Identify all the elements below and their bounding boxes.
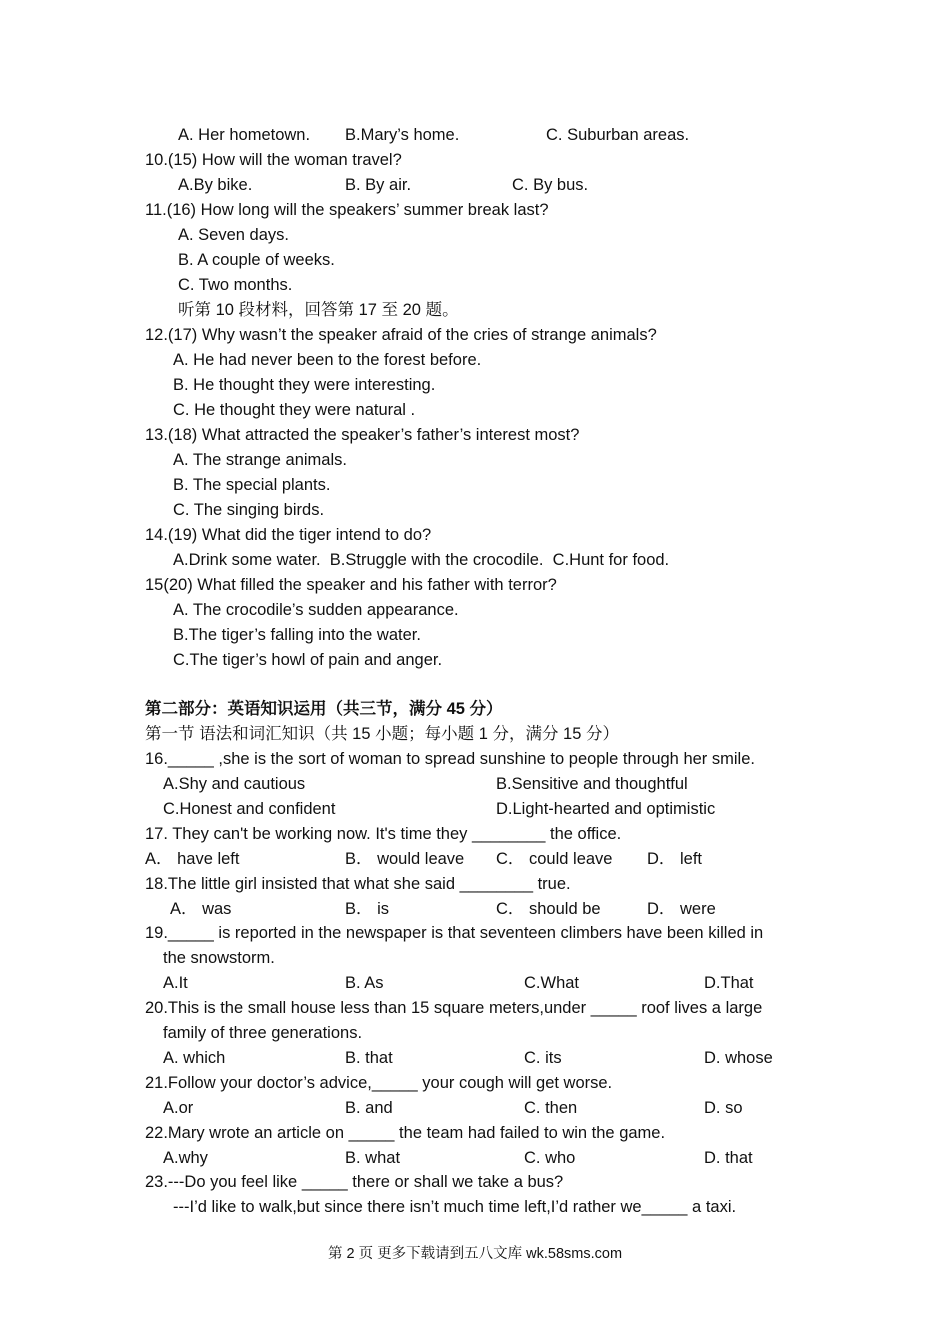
question-18: 18.The little girl insisted that what she said ________ true. — [145, 875, 571, 893]
q9-option-c: C. Suburban areas. — [546, 126, 690, 144]
q17-option-d: D． left — [647, 850, 703, 868]
q12-option-a: A. He had never been to the forest before. — [173, 351, 482, 369]
q9-option-a: A. Her hometown. — [178, 126, 311, 144]
q18-option-b: B． is — [345, 900, 390, 918]
question-20-continued: family of three generations. — [163, 1024, 363, 1042]
q11-option-b: B. A couple of weeks. — [178, 251, 335, 269]
q11-option-c: C. Two months. — [178, 276, 293, 294]
q18-option-d: D． were — [647, 900, 716, 918]
q12-option-c: C. He thought they were natural . — [173, 401, 416, 419]
q17-option-a: A． have left — [145, 850, 240, 868]
question-19: 19._____ is reported in the newspaper is that seventeen climbers have been killed in — [145, 924, 764, 942]
q12-option-b: B. He thought they were interesting. — [173, 376, 436, 394]
q22-option-b: B. what — [345, 1149, 401, 1167]
q11-option-a: A. Seven days. — [178, 226, 289, 244]
q16-option-c: C.Honest and confident — [163, 800, 336, 818]
q10-option-b: B. By air. — [345, 176, 412, 194]
q10-option-a: A.By bike. — [178, 176, 253, 194]
question-19-continued: the snowstorm. — [163, 949, 275, 967]
q16-option-d: D.Light-hearted and optimistic — [496, 800, 716, 818]
q9-option-b: B.Mary’s home. — [345, 126, 460, 144]
part2-subheading: 第一节 语法和词汇知识（共 15 小题；每小题 1 分，满分 15 分） — [145, 725, 619, 743]
question-14: 14.(19) What did the tiger intend to do? — [145, 526, 432, 544]
q22-option-d: D. that — [704, 1149, 753, 1167]
q13-option-a: A. The strange animals. — [173, 451, 347, 469]
q22-option-a: A.why — [163, 1149, 208, 1167]
q20-option-c: C. its — [524, 1049, 562, 1067]
page-footer: 第 2 页 更多下载请到五八文库 wk.58sms.com — [327, 1246, 623, 1262]
q20-option-a: A. which — [163, 1049, 226, 1067]
question-13: 13.(18) What attracted the speaker’s father’s interest most? — [145, 426, 580, 444]
q15-option-a: A. The crocodile’s sudden appearance. — [173, 601, 459, 619]
q16-option-b: B.Sensitive and thoughtful — [496, 775, 688, 793]
question-20: 20.This is the small house less than 15 square meters,under _____ roof lives a large — [145, 999, 763, 1017]
q18-option-a: A． was — [170, 900, 232, 918]
q21-option-a: A.or — [163, 1099, 194, 1117]
q19-option-c: C.What — [524, 974, 580, 992]
question-23: 23.---Do you feel like _____ there or shall we take a bus? — [145, 1173, 564, 1191]
q10-option-c: C. By bus. — [512, 176, 589, 194]
q19-option-b: B. As — [345, 974, 384, 992]
question-16: 16._____ ,she is the sort of woman to spread sunshine to people through her smile. — [145, 750, 755, 768]
q21-option-b: B. and — [345, 1099, 393, 1117]
q17-option-c: C． could leave — [496, 850, 613, 868]
question-11: 11.(16) How long will the speakers’ summer break last? — [145, 201, 549, 219]
q15-option-b: B.The tiger’s falling into the water. — [173, 626, 421, 644]
q18-option-c: C． should be — [496, 900, 601, 918]
q13-option-b: B. The special plants. — [173, 476, 331, 494]
question-21: 21.Follow your doctor’s advice,_____ your cough will get worse. — [145, 1074, 613, 1092]
q13-option-c: C. The singing birds. — [173, 501, 325, 519]
q21-option-d: D. so — [704, 1099, 743, 1117]
q19-option-d: D.That — [704, 974, 754, 992]
q22-option-c: C. who — [524, 1149, 576, 1167]
q19-option-a: A.It — [163, 974, 188, 992]
section-10-instruction: 听第 10 段材料，回答第 17 至 20 题。 — [178, 301, 459, 319]
q17-option-b: B． would leave — [345, 850, 465, 868]
question-12: 12.(17) Why wasn’t the speaker afraid of the cries of strange animals? — [145, 326, 657, 344]
question-15: 15(20) What filled the speaker and his father with terror? — [145, 576, 557, 594]
question-17: 17. They can't be working now. It's time they ________ the office. — [145, 825, 622, 843]
question-10: 10.(15) How will the woman travel? — [145, 151, 402, 169]
q21-option-c: C. then — [524, 1099, 578, 1117]
q14-options: A.Drink some water. B.Struggle with the crocodile. C.Hunt for food. — [173, 551, 670, 569]
q20-option-d: D. whose — [704, 1049, 773, 1067]
question-22: 22.Mary wrote an article on _____ the team had failed to win the game. — [145, 1124, 666, 1142]
q20-option-b: B. that — [345, 1049, 393, 1067]
part2-heading: 第二部分：英语知识运用（共三节，满分 45 分） — [145, 700, 503, 718]
q15-option-c: C.The tiger’s howl of pain and anger. — [173, 651, 443, 669]
q16-option-a: A.Shy and cautious — [163, 775, 306, 793]
question-23-reply: ---I’d like to walk,but since there isn’t much time left,I’d rather we_____ a taxi. — [173, 1198, 737, 1216]
